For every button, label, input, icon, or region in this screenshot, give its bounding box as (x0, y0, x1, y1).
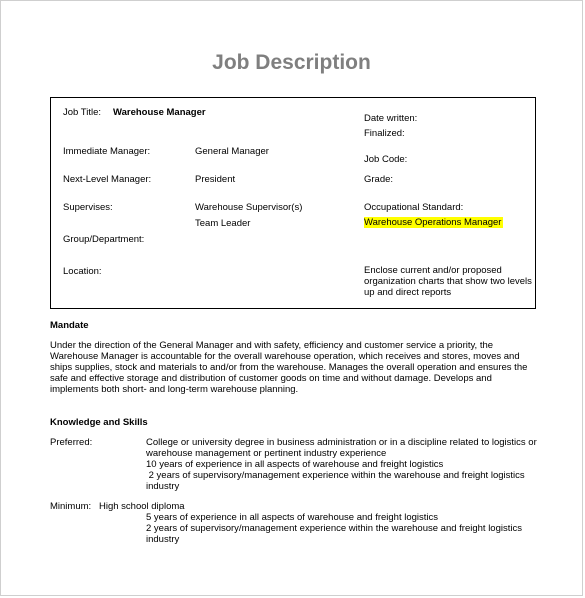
mandate-line: ships supplies, stock and materials to and/or from the warehouse. Manages the overall operation and ensures the (50, 362, 528, 373)
preferred-line: 10 years of experience in all aspects of warehouse and freight logistics (146, 459, 444, 470)
knowledge-heading: Knowledge and Skills (50, 417, 148, 428)
group-department-label: Group/Department: (63, 234, 145, 245)
mandate-paragraph (50, 340, 527, 395)
immediate-manager-label: Immediate Manager: (63, 146, 151, 157)
org-chart-note-line: up and direct reports (364, 287, 452, 298)
mandate-line: implements both short- and long-term warehouse planning. (50, 384, 299, 395)
preferred-line: 2 years of supervisory/management experience within the warehouse and freight logistics (146, 470, 525, 481)
page-title: Job Description (212, 51, 371, 74)
job-title-label: Job Title: (63, 107, 102, 118)
occupational-standard-value: Warehouse Operations Manager (364, 217, 502, 228)
minimum-line: 5 years of experience in all aspects of warehouse and freight logistics (146, 512, 439, 523)
preferred-label: Preferred: (50, 437, 93, 448)
preferred-line: College or university degree in business administration or in a discipline related to logistics or (146, 437, 537, 448)
supervises-label: Supervises: (63, 202, 113, 213)
next-level-manager-value: President (195, 174, 236, 185)
org-chart-note-line: Enclose current and/or proposed (364, 265, 502, 276)
job-code-label: Job Code: (364, 154, 408, 165)
preferred-line: industry (146, 481, 180, 492)
minimum-line: 2 years of supervisory/management experience within the warehouse and freight logistics (146, 523, 522, 534)
date-written-label: Date written: (364, 113, 418, 124)
location-label: Location: (63, 266, 102, 277)
supervises-value-2: Team Leader (195, 218, 251, 229)
mandate-line: safe and effective storage and distribution of customer goods on time and without damage. Develops and (50, 373, 492, 384)
grade-label: Grade: (364, 174, 394, 185)
next-level-manager-label: Next-Level Manager: (63, 174, 152, 185)
job-info-box (50, 97, 536, 309)
finalized-label: Finalized: (364, 128, 405, 139)
mandate-heading: Mandate (50, 320, 89, 331)
minimum-line: industry (146, 534, 180, 545)
minimum-list (146, 512, 522, 545)
org-chart-note (364, 265, 532, 298)
job-title-value: Warehouse Manager (113, 107, 206, 118)
org-chart-note-line: organization charts that show two levels (364, 276, 532, 287)
immediate-manager-value: General Manager (195, 146, 269, 157)
minimum-label: Minimum: (50, 501, 92, 512)
minimum-first: High school diploma (99, 501, 185, 512)
supervises-value-1: Warehouse Supervisor(s) (195, 202, 303, 213)
preferred-line: warehouse management or pertinent industry experience (146, 448, 387, 459)
mandate-line: Warehouse Manager is accountable for the overall warehouse operation, which receives and stores, moves and (50, 351, 520, 362)
preferred-list (146, 437, 537, 492)
mandate-line: Under the direction of the General Manager and with safety, efficiency and customer service a priority, the (50, 340, 494, 351)
occupational-standard-label: Occupational Standard: (364, 202, 464, 213)
